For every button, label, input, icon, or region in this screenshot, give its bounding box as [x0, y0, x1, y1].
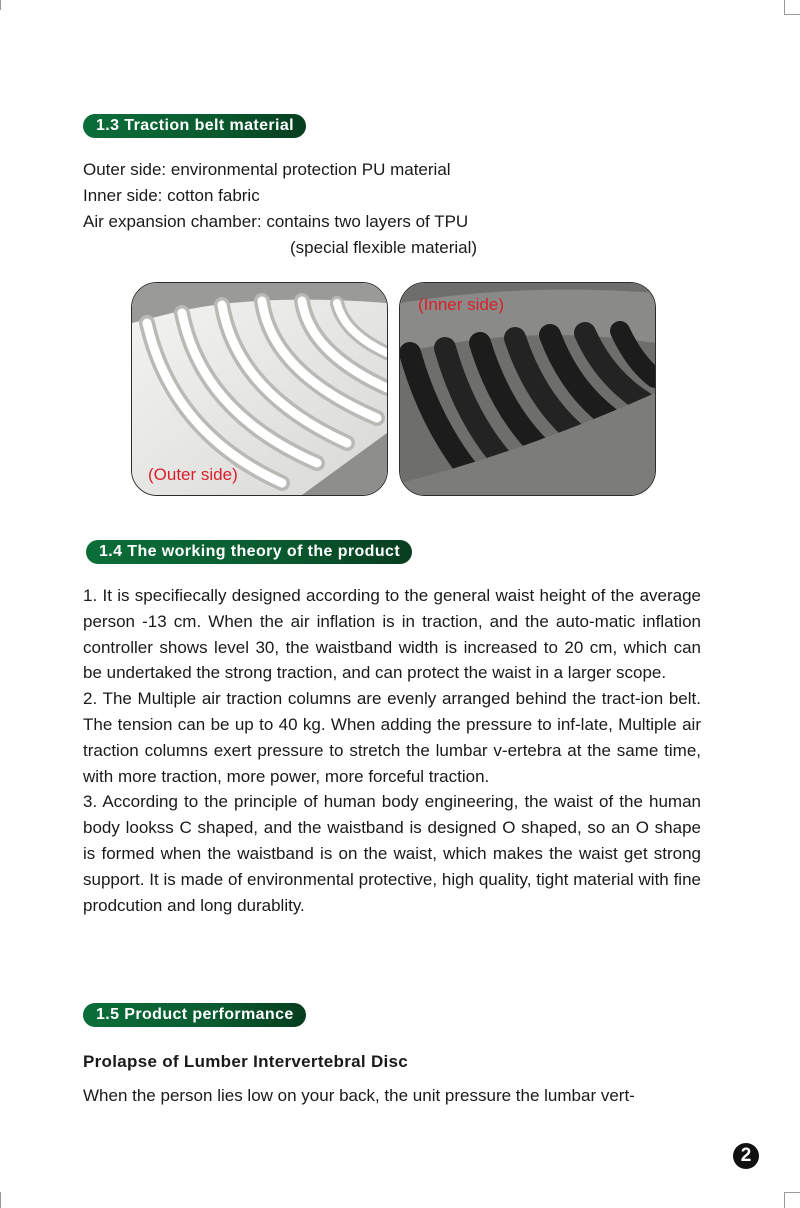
- working-theory-point-2: 2. The Multiple air traction columns are evenly arranged behind the tract-ion belt. The tension can be up to 40 kg. When adding the pressure to inf-late, Multiple air traction columns exert pressure to stretch the lumbar v-ertebra at the same time, with more traction, more power, more forceful traction.: [83, 689, 701, 786]
- outer-side-label: (Outer side): [148, 465, 238, 484]
- page-number: 2: [733, 1143, 759, 1169]
- performance-body: When the person lies low on your back, the unit pressure the lumbar vert-: [83, 1086, 635, 1105]
- section-heading-1-3: 1.3 Traction belt material: [83, 114, 306, 138]
- material-air-chamber-note: (special flexible material): [290, 238, 478, 257]
- material-inner-side: Inner side: cotton fabric: [83, 186, 260, 205]
- working-theory-point-1: 1. It is specifiecally designed according to the general waist height of the average person -13 cm. When the air inflation is in traction, and the auto-matic inflation controller shows level 30, the waistband width is increased to 20 cm, which can be undertaked the strong traction, and can protect the waist in a larger scope.: [83, 586, 701, 683]
- crop-mark-top-right-v: [784, 0, 785, 14]
- working-theory-point-3: 3. According to the principle of human body engineering, the waist of the human body lookss C shaped, and the waistband is designed O shaped, so an O shape is formed when the waistband is on the waist, which makes the waist get strong support. It is made of environmental protective, high quality, tight material with fine prodcution and long durablity.: [83, 792, 701, 915]
- section-heading-1-4: 1.4 The working theory of the product: [86, 540, 412, 564]
- inner-side-label: (Inner side): [418, 295, 504, 314]
- material-outer-side: Outer side: environmental protection PU material: [83, 160, 451, 179]
- crop-mark-top-right-h: [784, 14, 800, 15]
- inner-side-photo: [399, 282, 656, 496]
- outer-side-photo: [131, 282, 388, 496]
- performance-subheading: Prolapse of Lumber Intervertebral Disc: [83, 1052, 409, 1071]
- working-theory-text: [83, 583, 701, 918]
- crop-mark-bottom-right-v: [784, 1192, 785, 1208]
- section-heading-1-5: 1.5 Product performance: [83, 1003, 306, 1027]
- outer-side-illustration: [132, 283, 387, 495]
- material-air-chamber: Air expansion chamber: contains two layers of TPU: [83, 212, 469, 231]
- crop-mark-bottom-left: [0, 1192, 1, 1208]
- crop-mark-bottom-right-h: [784, 1192, 800, 1193]
- crop-mark-top-left: [0, 0, 1, 10]
